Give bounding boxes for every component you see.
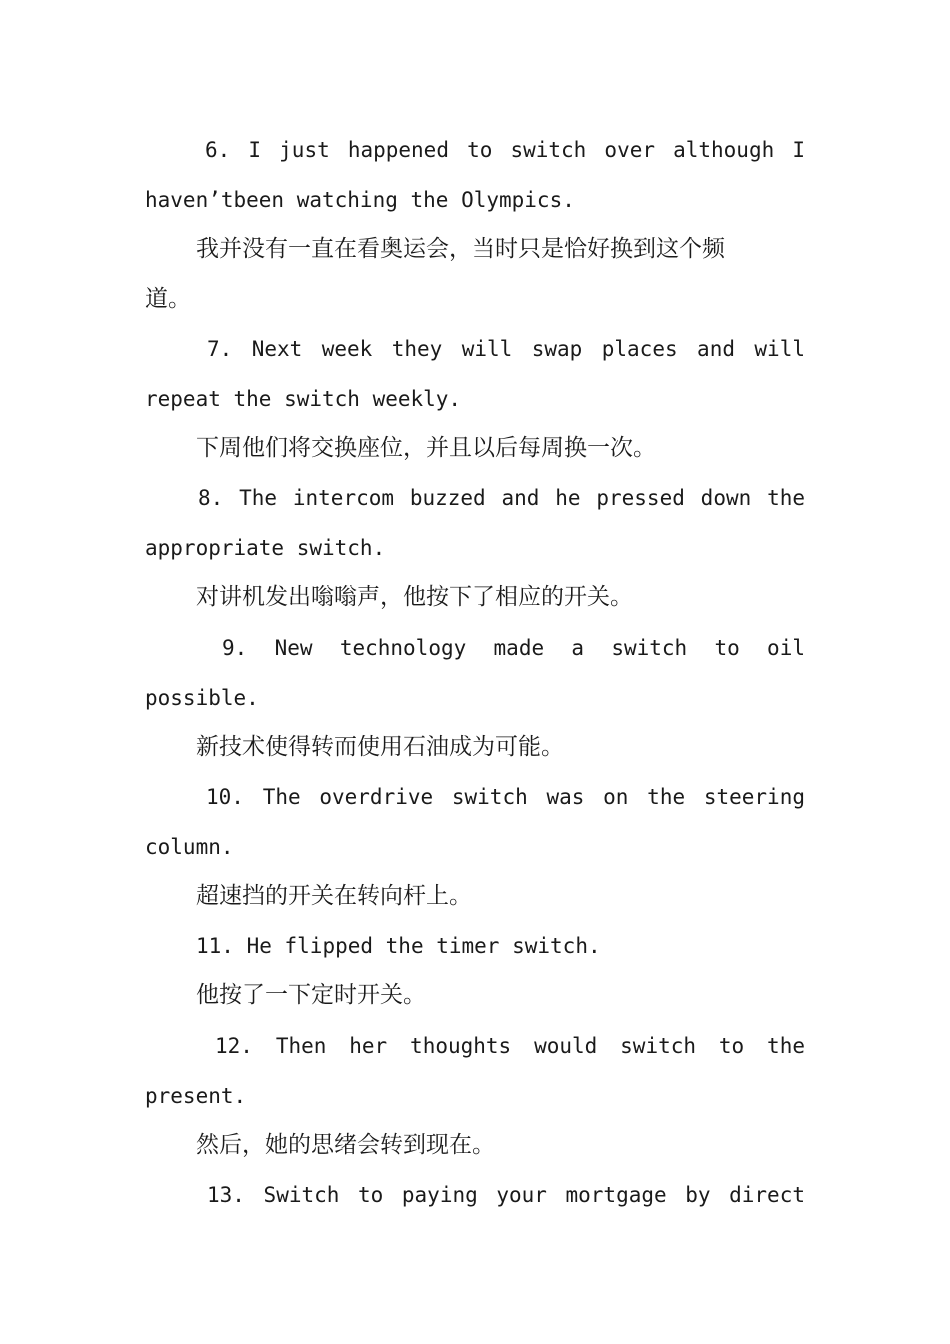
entry-number: 6. (205, 138, 231, 162)
entry-7-english-line-1 (207, 331, 805, 367)
entry-6-chinese-line-1: 我并没有一直在看奥运会，当时只是恰好换到这个频 (196, 236, 725, 262)
entry-6-chinese-line-2: 道。 (145, 286, 191, 312)
entry-9-chinese-line-1: 新技术使得转而使用石油成为可能。 (196, 734, 564, 760)
entry-9-english-line-2: possible. (145, 686, 259, 710)
entry-6-english-line-1 (205, 132, 805, 168)
entry-10-english-line-2: column. (145, 835, 234, 859)
entry-number: 12. (215, 1034, 253, 1058)
sentence-text: Switch to paying your mortgage by direct (263, 1183, 805, 1207)
entry-6-english-line-2: haven’tbeen watching the Olympics. (145, 188, 575, 212)
entry-9-english-line-1 (222, 630, 805, 666)
sentence-text: Then her thoughts would switch to the (275, 1034, 805, 1058)
sentence-text: The overdrive switch was on the steering (262, 785, 805, 809)
entry-number: 10. (206, 785, 244, 809)
entry-7-chinese-line-1: 下周他们将交换座位，并且以后每周换一次。 (196, 435, 656, 461)
entry-12-english-line-1 (215, 1028, 805, 1064)
entry-number: 9. (222, 636, 248, 660)
entry-12-chinese-line-1: 然后，她的思绪会转到现在。 (196, 1132, 495, 1158)
entry-8-english-line-1 (198, 480, 805, 516)
entry-10-english-line-1 (206, 779, 805, 815)
sentence-text: Next week they will swap places and will (251, 337, 805, 361)
entry-number: 8. (198, 486, 224, 510)
entry-10-chinese-line-1: 超速挡的开关在转向杆上。 (196, 883, 472, 909)
entry-13-english-line-1 (207, 1177, 805, 1213)
entry-11-chinese-line-1: 他按了一下定时开关。 (196, 982, 426, 1008)
entry-12-english-line-2: present. (145, 1084, 247, 1108)
entry-7-english-line-2: repeat the switch weekly. (145, 387, 462, 411)
sentence-text: He flipped the timer switch. (246, 934, 601, 958)
entry-number: 11. (196, 934, 234, 958)
entry-number: 7. (207, 337, 233, 361)
entry-11-english-line-1 (196, 928, 805, 964)
entry-number: 13. (207, 1183, 245, 1207)
sentence-text: The intercom buzzed and he pressed down the (239, 486, 805, 510)
entry-8-english-line-2: appropriate switch. (145, 536, 386, 560)
entry-8-chinese-line-1: 对讲机发出嗡嗡声，他按下了相应的开关。 (196, 584, 633, 610)
sentence-text: New technology made a switch to oil (274, 636, 805, 660)
sentence-text: I just happened to switch over although I (248, 138, 805, 162)
